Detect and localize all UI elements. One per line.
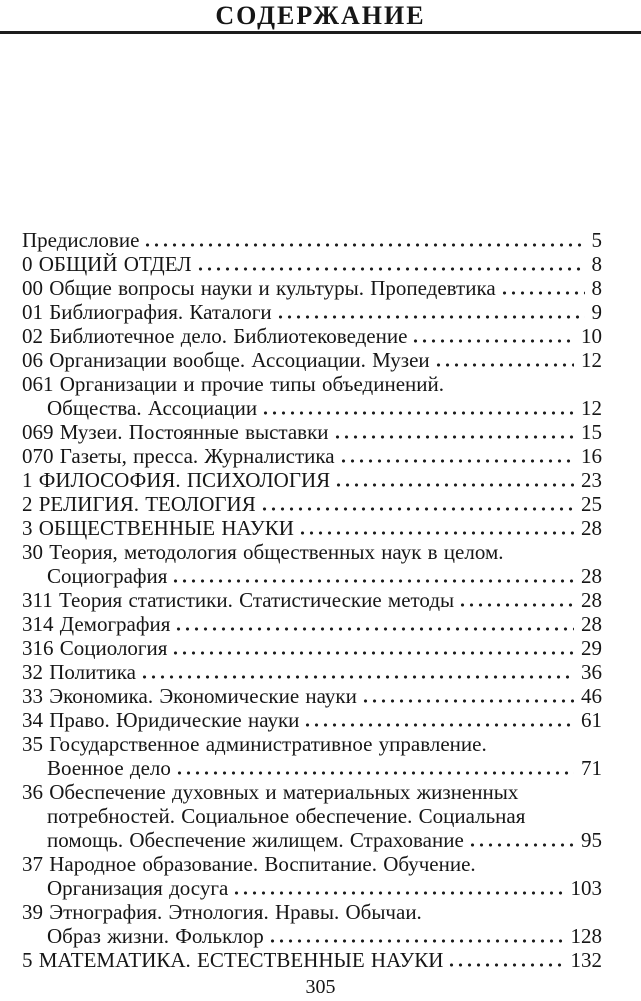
leader-dots <box>276 300 585 324</box>
toc-entry-line <box>22 852 602 876</box>
toc-entry-line <box>22 300 602 324</box>
toc-entry-page-number: 132 <box>570 948 602 972</box>
toc-entry-page-number: 36 <box>581 660 602 684</box>
leader-dots <box>268 924 564 948</box>
toc-entry-line <box>22 564 602 588</box>
toc-entry-line <box>22 924 602 948</box>
toc-entry-text: 37 Народное образование. Воспитание. Обучение. <box>22 852 476 876</box>
toc-entry-page-number: 95 <box>581 828 602 852</box>
leader-dots <box>333 420 574 444</box>
toc-entry-line <box>22 708 602 732</box>
toc-entry-line <box>22 396 602 420</box>
toc-entry-page-number: 61 <box>581 708 602 732</box>
toc-entry-page-number: 15 <box>581 420 602 444</box>
toc-entry-line <box>22 492 602 516</box>
toc-entry-text: 3 ОБЩЕСТВЕННЫЕ НАУКИ <box>22 516 294 540</box>
toc-entry-line <box>22 636 602 660</box>
toc-entry-text: 0 ОБЩИЙ ОТДЕЛ <box>22 252 192 276</box>
toc-entry-page-number: 128 <box>570 924 602 948</box>
leader-dots <box>171 564 574 588</box>
toc-entry-text: 32 Политика <box>22 660 136 684</box>
leader-dots <box>260 492 574 516</box>
toc-entry-text: 02 Библиотечное дело. Библиотековедение <box>22 324 408 348</box>
toc-entry-text: 5 МАТЕМАТИКА. ЕСТЕСТВЕННЫЕ НАУКИ <box>22 948 444 972</box>
toc-entry-text: 06 Организации вообще. Ассоциации. Музеи <box>22 348 430 372</box>
toc-entry-page-number: 16 <box>581 444 602 468</box>
leader-dots <box>140 660 574 684</box>
leader-dots <box>171 636 574 660</box>
toc-entry-line <box>22 348 602 372</box>
toc-entry-text: 35 Государственное административное управление. <box>22 732 487 756</box>
leader-dots <box>303 708 574 732</box>
toc-entry-line <box>22 780 602 804</box>
toc-entry-line <box>22 804 602 828</box>
toc-entry-line <box>22 468 602 492</box>
toc-entry-page-number: 28 <box>581 612 602 636</box>
toc-entry-text: 00 Общие вопросы науки и культуры. Пропедевтика <box>22 276 496 300</box>
toc-entry-page-number: 12 <box>581 348 602 372</box>
leader-dots <box>334 468 574 492</box>
toc-entry-line <box>22 252 602 276</box>
toc-entry-page-number: 29 <box>581 636 602 660</box>
toc-entry-line <box>22 900 602 924</box>
toc-entry-text: 070 Газеты, пресса. Журналистика <box>22 444 335 468</box>
toc-entry-page-number: 23 <box>581 468 602 492</box>
toc-entry-line <box>22 732 602 756</box>
toc-entry-page-number: 5 <box>591 228 602 252</box>
toc-entry-text: 316 Социология <box>22 636 168 660</box>
leader-dots <box>143 228 584 252</box>
toc-entry-text: 39 Этнография. Этнология. Нравы. Обычаи. <box>22 900 422 924</box>
leader-dots <box>434 348 574 372</box>
toc-entry-page-number: 28 <box>581 516 602 540</box>
folio-page-number: 305 <box>305 976 336 998</box>
leader-dots <box>468 828 574 852</box>
toc-entry-line <box>22 684 602 708</box>
toc-entry-text: Военное дело <box>47 756 171 780</box>
toc-entry-text: 30 Теория, методология общественных наук в целом. <box>22 540 504 564</box>
page-title: СОДЕРЖАНИЕ <box>215 1 426 30</box>
toc-entry-page-number: 8 <box>591 252 602 276</box>
toc-entry-line <box>22 948 602 972</box>
toc-entry-page-number: 46 <box>581 684 602 708</box>
leader-dots <box>174 612 574 636</box>
leader-dots <box>232 876 563 900</box>
toc-entry-line <box>22 324 602 348</box>
toc-entry-line <box>22 876 602 900</box>
toc-entry-line <box>22 828 602 852</box>
toc-entry-text: 33 Экономика. Экономические науки <box>22 684 357 708</box>
toc-entry-line <box>22 756 602 780</box>
toc-entry-line <box>22 540 602 564</box>
toc-entry-text: потребностей. Социальное обеспечение. Социальная <box>47 804 526 828</box>
page-header <box>0 0 641 34</box>
toc-entry-text: Организация досуга <box>47 876 229 900</box>
leader-dots <box>175 756 574 780</box>
toc-entry-line <box>22 660 602 684</box>
toc-entry-text: 34 Право. Юридические науки <box>22 708 300 732</box>
toc-entry-line <box>22 420 602 444</box>
toc-entry-text: Предисловие <box>22 228 140 252</box>
toc-entry-text: 1 ФИЛОСОФИЯ. ПСИХОЛОГИЯ <box>22 468 331 492</box>
toc-entry-text: 069 Музеи. Постоянные выставки <box>22 420 329 444</box>
toc-entry-page-number: 71 <box>581 756 602 780</box>
toc-entry-text: помощь. Обеспечение жилищем. Страхование <box>47 828 464 852</box>
toc-entry-text: 311 Теория статистики. Статистические методы <box>22 588 455 612</box>
leader-dots <box>298 516 574 540</box>
leader-dots <box>458 588 574 612</box>
toc-entry-page-number: 8 <box>591 276 602 300</box>
toc-entry-line <box>22 228 602 252</box>
toc-list <box>22 228 602 972</box>
toc-entry-line <box>22 516 602 540</box>
leader-dots <box>447 948 563 972</box>
toc-entry-page-number: 28 <box>581 564 602 588</box>
toc-entry-page-number: 103 <box>570 876 602 900</box>
leader-dots <box>261 396 574 420</box>
toc-entry-page-number: 28 <box>581 588 602 612</box>
toc-entry-page-number: 12 <box>581 396 602 420</box>
toc-entry-text: Общества. Ассоциации <box>47 396 258 420</box>
leader-dots <box>361 684 574 708</box>
toc-entry-line <box>22 276 602 300</box>
toc-entry-text: 01 Библиография. Каталоги <box>22 300 272 324</box>
toc-entry-page-number: 9 <box>591 300 602 324</box>
toc-entry-line <box>22 612 602 636</box>
leader-dots <box>411 324 574 348</box>
leader-dots <box>196 252 585 276</box>
toc-entry-line <box>22 372 602 396</box>
toc-entry-page-number: 25 <box>581 492 602 516</box>
toc-entry-text: Социография <box>47 564 168 588</box>
toc-entry-text: 314 Демография <box>22 612 171 636</box>
toc-entry-text: 061 Организации и прочие типы объединений. <box>22 372 444 396</box>
toc-entry-page-number: 10 <box>581 324 602 348</box>
toc-entry-line <box>22 588 602 612</box>
toc-entry-text: 36 Обеспечение духовных и материальных жизненных <box>22 780 519 804</box>
leader-dots <box>339 444 574 468</box>
header-rule <box>0 31 641 34</box>
toc-entry-text: 2 РЕЛИГИЯ. ТЕОЛОГИЯ <box>22 492 256 516</box>
toc-entry-line <box>22 444 602 468</box>
toc-entry-text: Образ жизни. Фольклор <box>47 924 264 948</box>
leader-dots <box>500 276 585 300</box>
